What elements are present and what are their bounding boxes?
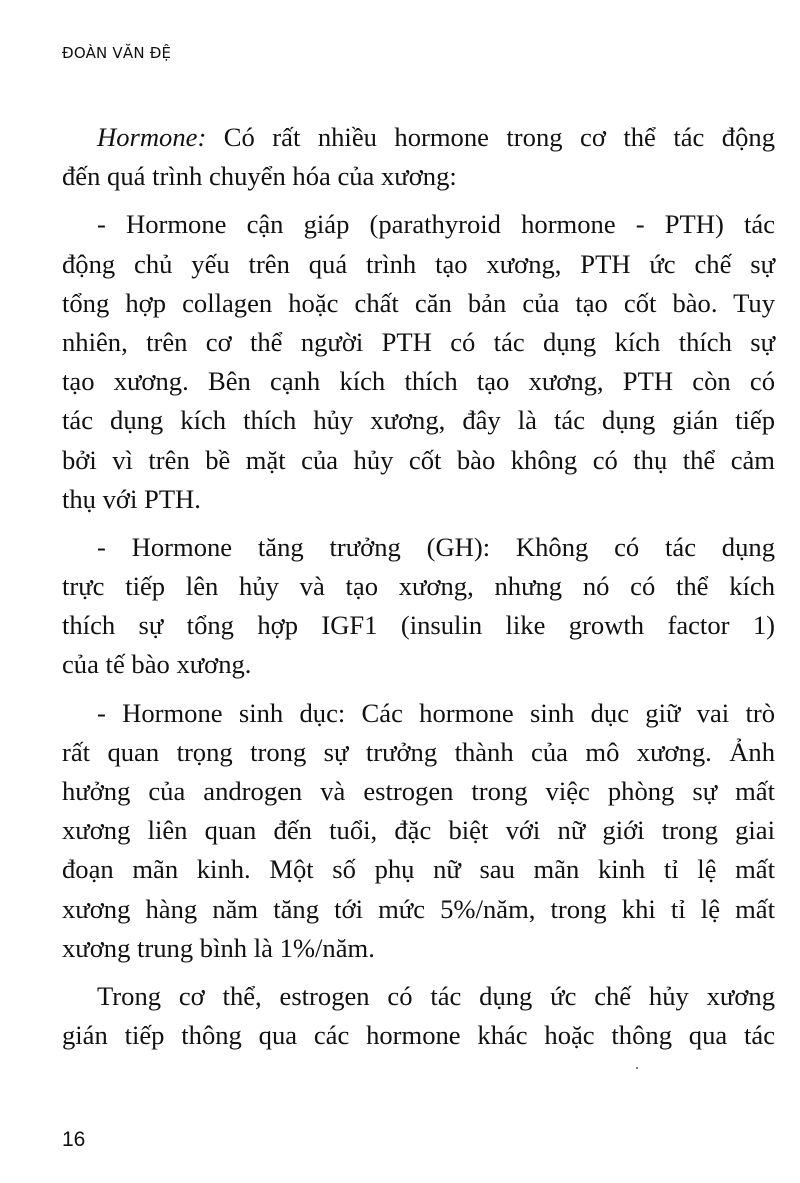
text-line: - Hormone sinh dục: Các hormone sinh dục giữ vai trò — [97, 697, 775, 728]
text-line: - Hormone cận giáp (parathyroid hormone - PTH) tác — [97, 209, 775, 240]
text-line: rất quan trọng trong sự trưởng thành của mô xương. Ảnh — [62, 736, 775, 767]
text-line: đoạn mãn kinh. Một số phụ nữ sau mãn kinh tỉ lệ mất — [62, 854, 775, 885]
page-number: 16 — [62, 1128, 86, 1151]
text-line: gián tiếp thông qua các hormone khác hoặc thông qua tác — [62, 1020, 775, 1051]
text-line: Hormone: Có rất nhiều hormone trong cơ thể tác động — [97, 122, 775, 152]
text-line: xương hàng năm tăng tới mức 5%/năm, trong khi tỉ lệ mất — [62, 893, 775, 924]
paragraph-intro — [62, 118, 775, 196]
paragraph-gh — [62, 528, 775, 685]
paragraph-gap — [62, 196, 775, 205]
text-line: tổng hợp collagen hoặc chất căn bản của tạo cốt bào. Tuy — [62, 287, 775, 318]
paragraph-gap — [62, 519, 775, 528]
italic-lead: Hormone: — [97, 122, 207, 152]
text-line: bởi vì trên bề mặt của hủy cốt bào không có thụ thể cảm — [62, 444, 775, 475]
text-line: - Hormone tăng trưởng (GH): Không có tác dụng — [97, 531, 775, 562]
text-line: trực tiếp lên hủy và tạo xương, nhưng nó có thể kích — [62, 571, 775, 602]
text-line: nhiên, trên cơ thể người PTH có tác dụng kích thích sự — [62, 326, 775, 357]
paragraph-pth — [62, 205, 775, 519]
paragraph-sex-hormones — [62, 694, 775, 968]
text-line: động chủ yếu trên quá trình tạo xương, PTH ức chế sự — [62, 248, 775, 279]
text-line: của tế bào xương. — [62, 649, 252, 680]
text-line: tác dụng kích thích hủy xương, đây là tác dụng gián tiếp — [62, 405, 775, 436]
paragraph-gap — [62, 685, 775, 694]
paragraph-gap — [62, 968, 775, 977]
text-line: xương trung bình là 1%/năm. — [62, 932, 375, 963]
text-line: xương liên quan đến tuổi, đặc biệt với nữ giới trong giai — [62, 815, 775, 846]
text-line: tạo xương. Bên cạnh kích thích tạo xương, PTH còn có — [62, 366, 775, 397]
text-line: đến quá trình chuyển hóa của xương: — [62, 161, 457, 192]
paragraph-estrogen — [62, 977, 775, 1055]
scan-speck — [636, 1067, 638, 1069]
running-header: ĐOÀN VĂN ĐỆ — [62, 44, 172, 62]
text-line: thụ với PTH. — [62, 483, 201, 514]
text-line: thích sự tổng hợp IGF1 (insulin like growth factor 1) — [62, 610, 775, 641]
text-line: Trong cơ thể, estrogen có tác dụng ức chế hủy xương — [97, 980, 775, 1011]
page-body — [62, 118, 775, 1055]
text-line: hưởng của androgen và estrogen trong việc phòng sự mất — [62, 776, 775, 806]
